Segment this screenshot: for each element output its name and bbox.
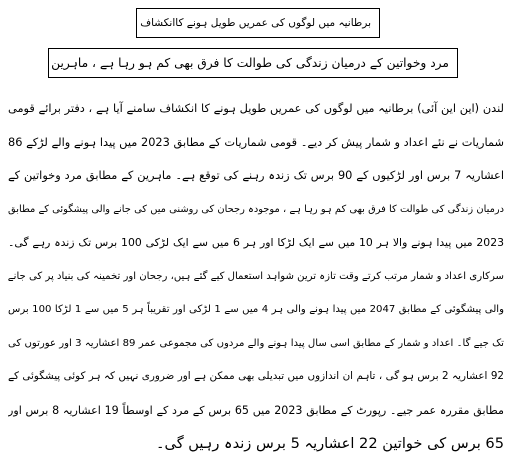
body-line: شماریات نے نئے اعداد و شمار پیش کر دیے۔ قومی شماریات کے مطابق 2023 میں پیدا ہونے والے لڑکے 86 bbox=[8, 134, 504, 149]
subheadline: مرد وخواتین کے درمیان زندگی کی طوالت کا فرق بھی کم ہو رہا ہے ، ماہرین bbox=[48, 48, 458, 78]
body-line: تک جیے گا۔ اعداد و شمار کے مطابق اسی سال پیدا ہونے والے مردوں کی مجموعی عمر 89 اعشاریہ 3 اور عورتوں کی bbox=[8, 337, 504, 349]
body-line: والی پیشگوئی کے مطابق 2047 میں پیدا ہونے والی ہر 4 میں سے 1 لڑکی اور تقریباً ہر 5 میں سے 1 لڑکا 100 برس bbox=[8, 304, 504, 315]
headline: برطانیہ میں لوگوں کی عمریں طویل ہونے کاانکشاف bbox=[136, 8, 380, 38]
body-line: 92 اعشاریہ 2 برس ہو گی ، تاہم ان اندازوں میں تبدیلی بھی ممکن ہے اور ضروری نہیں کہ ہر کوئی پیشگوئی کے bbox=[8, 370, 504, 382]
body-line: 65 برس کی خواتین 22 اعشاریہ 5 برس زندہ رہیں گی۔ bbox=[155, 435, 504, 452]
body-line: لندن (این این آئی) برطانیہ میں لوگوں کی عمریں طویل ہونے کا انکشاف سامنے آیا ہے ، دفتر برائے قومی bbox=[8, 101, 504, 115]
article-body bbox=[8, 92, 504, 461]
body-line: مطابق مقررہ عمر جیے۔ رپورٹ کے مطابق 2023 میں 65 برس کے مرد کے اوسطاً 19 اعشاریہ 8 برس اور bbox=[8, 403, 504, 417]
body-line: 2023 میں پیدا ہونے والا ہر 10 میں سے ایک لڑکا اور ہر 6 میں سے ایک لڑکی 100 برس تک زندہ رہے گی۔ bbox=[8, 236, 504, 249]
body-line: درمیان زندگی کی طوالت کا فرق بھی کم ہو رہا ہے ، موجودہ رجحان کی روشنی میں کی جانے والی پیشگوئی کے مطابق bbox=[8, 203, 504, 215]
body-line: اعشاریہ 7 برس اور لڑکیوں کے 90 برس تک زندہ رہنے کی توقع ہے۔ ماہرین کے مطابق مرد وخواتین کے bbox=[8, 168, 504, 182]
body-line: سرکاری اعداد و شمار مرتب کرتے وقت تازہ ترین شواہد استعمال کیے گئے ہیں، رجحان اور تخمینہ کی بنیاد پر کی جانے bbox=[8, 270, 504, 282]
